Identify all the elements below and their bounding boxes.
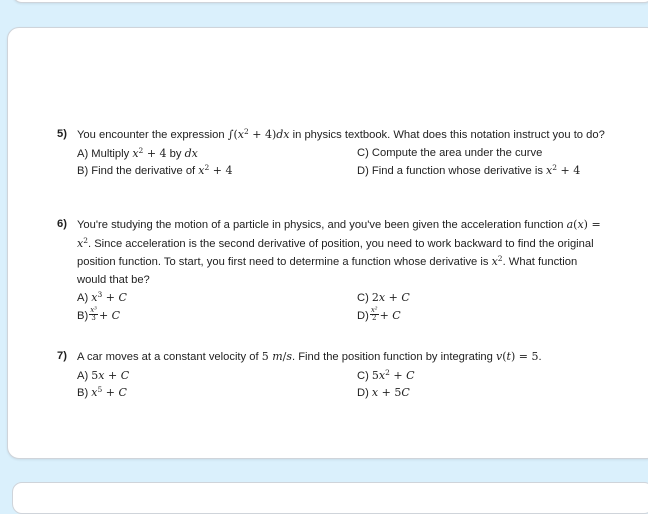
question-5 (57, 126, 607, 180)
integral-expression: $\int(x^2 + 4)dx$ (227, 127, 290, 141)
question-text: A car moves at a constant velocity of 5 m/s. Find the position function by integrating v(t) = 5. (77, 350, 542, 363)
answer-options (77, 145, 607, 180)
option-a[interactable]: A) 5x + C (77, 368, 130, 382)
question-text: You encounter the expression $\int(x^2 + 4)dx$ in physics textbook. What does this notation instruct you to do? (77, 127, 605, 141)
option-c[interactable]: C) 2x + C (357, 291, 410, 304)
question-number: 7) (57, 350, 67, 362)
option-a[interactable]: A) $x^3 + C$ (77, 290, 127, 304)
question-6 (57, 216, 607, 324)
option-a[interactable]: A) Multiply $x^2 + 4$ by dx (77, 145, 198, 160)
previous-card (12, 0, 648, 3)
question-number: 6) (57, 218, 67, 230)
answer-options (77, 289, 607, 324)
option-b[interactable]: B) $x^5 + C$ (77, 385, 127, 399)
option-c[interactable]: C) Compute the area under the curve (357, 146, 543, 159)
answer-options (77, 367, 607, 402)
acceleration-function: $a(x) = x^2$ (77, 218, 601, 250)
question-7 (57, 348, 607, 402)
option-d[interactable]: D) Find a function whose derivative is $x^2 + 4$ (357, 163, 581, 177)
question-number: 5) (57, 128, 67, 140)
option-b[interactable]: B) Find the derivative of $x^2 + 4$ (77, 163, 233, 177)
option-b[interactable]: B) $\frac{\text{x³}}{3}$ + C (77, 306, 121, 323)
option-c[interactable]: C) $5x^2 + C$ (357, 367, 415, 382)
question-text: You're studying the motion of a particle in physics, and you've been given the acceleration function $a(x) = x^2$. Since acceleration is the second derivative of position, you need to work backward to find the original position function. To start, you first need to determine a function whose derivative is $x^2$. What function would that be? (77, 218, 601, 286)
next-card (12, 482, 648, 514)
option-d[interactable]: D) x + 5C (357, 386, 410, 399)
fraction: $\frac{\text{x³}}{3}$ (90, 306, 97, 323)
fraction: $\frac{\text{x²}}{2}$ (370, 306, 378, 323)
option-d[interactable]: D) $\frac{\text{x²}}{2}$ + C (357, 306, 401, 323)
